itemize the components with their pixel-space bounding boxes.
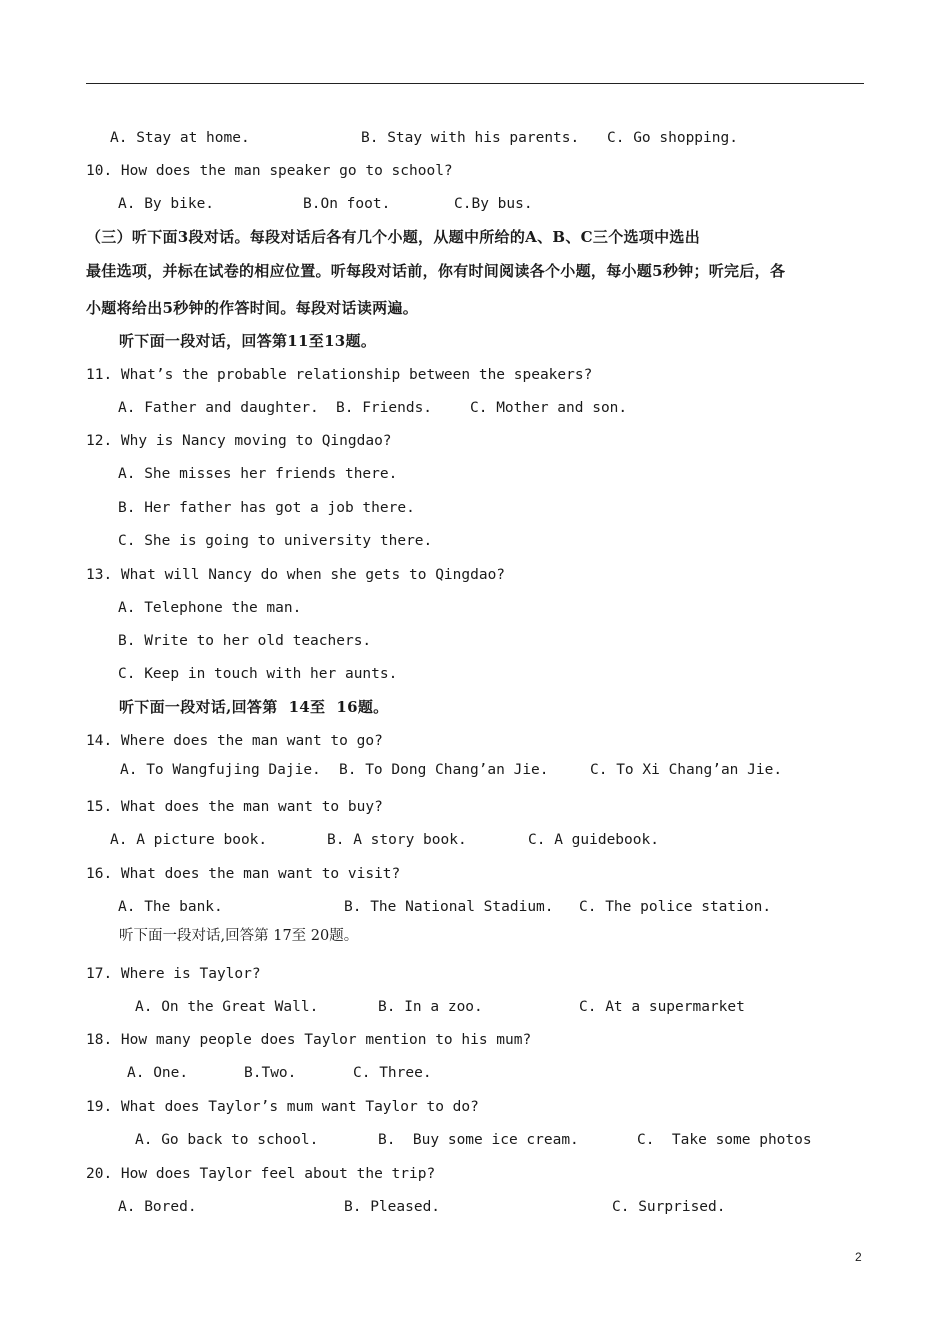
q11-question: 11. What’s the probable relationship between the speakers? [86, 367, 593, 383]
q10-option-c: C.By bus. [454, 196, 533, 212]
q15-option-c: C. A guidebook. [528, 832, 659, 848]
page-number: 2 [855, 1250, 862, 1264]
q18-option-a: A. One. [127, 1065, 189, 1081]
q20-option-a: A. Bored. [118, 1199, 197, 1215]
q9-option-b: B. Stay with his parents. [361, 130, 580, 146]
q10-option-a: A. By bike. [118, 196, 215, 212]
q12-option-a: A. She misses her friends there. [118, 466, 398, 482]
q14-option-a: A. To Wangfujing Dajie. [120, 762, 321, 778]
q15-question: 15. What does the man want to buy? [86, 799, 383, 815]
q18-option-b: B.Two. [244, 1065, 297, 1081]
dialog1-heading: 听下面一段对话，回答第11至13题。 [119, 332, 377, 350]
q20-option-b: B. Pleased. [344, 1199, 441, 1215]
q12-option-c: C. She is going to university there. [118, 533, 433, 549]
dialog3-heading: 听下面一段对话,回答第 17至 20题。 [119, 928, 359, 944]
q17-option-c: C. At a supermarket [579, 999, 745, 1015]
dialog2-heading: 听下面一段对话,回答第 14至 16题。 [119, 698, 389, 716]
q15-option-a: A. A picture book. [110, 832, 268, 848]
q18-option-c: C. Three. [353, 1065, 432, 1081]
q16-option-a: A. The bank. [118, 899, 223, 915]
q16-option-b: B. The National Stadium. [344, 899, 554, 915]
q19-option-c: C. Take some photos [637, 1132, 812, 1148]
q11-option-a: A. Father and daughter. [118, 400, 319, 416]
section3-instructions-line3: 小题将给出5秒钟的作答时间。每段对话读两遍。 [86, 299, 419, 317]
q19-option-a: A. Go back to school. [135, 1132, 319, 1148]
q11-option-b: B. Friends. [336, 400, 433, 416]
q14-question: 14. Where does the man want to go? [86, 733, 383, 749]
q9-option-a: A. Stay at home. [110, 130, 250, 146]
q17-option-a: A. On the Great Wall. [135, 999, 319, 1015]
q20-question: 20. How does Taylor feel about the trip? [86, 1166, 436, 1182]
q16-question: 16. What does the man want to visit? [86, 866, 401, 882]
q16-option-c: C. The police station. [579, 899, 772, 915]
q19-question: 19. What does Taylor’s mum want Taylor to do? [86, 1099, 479, 1115]
q10-question: 10. How does the man speaker go to school? [86, 163, 453, 179]
section3-instructions-line1: （三）听下面3段对话。每段对话后各有几个小题，从题中所给的A、B、C三个选项中选出 [86, 228, 700, 246]
q10-option-b: B.On foot. [303, 196, 391, 212]
q18-question: 18. How many people does Taylor mention to his mum? [86, 1032, 532, 1048]
q17-option-b: B. In a zoo. [378, 999, 483, 1015]
header-rule [86, 83, 864, 84]
q14-option-c: C. To Xi Chang’an Jie. [590, 762, 783, 778]
q13-option-b: B. Write to her old teachers. [118, 633, 372, 649]
q12-option-b: B. Her father has got a job there. [118, 500, 415, 516]
section3-instructions-line2: 最佳选项，并标在试卷的相应位置。听每段对话前，你有时间阅读各个小题，每小题5秒钟；听完后，各 [86, 262, 786, 280]
q14-option-b: B. To Dong Chang’an Jie. [339, 762, 549, 778]
q19-option-b: B. Buy some ice cream. [378, 1132, 579, 1148]
q13-question: 13. What will Nancy do when she gets to Qingdao? [86, 567, 506, 583]
q17-question: 17. Where is Taylor? [86, 966, 261, 982]
q20-option-c: C. Surprised. [612, 1199, 726, 1215]
q15-option-b: B. A story book. [327, 832, 467, 848]
q9-option-c: C. Go shopping. [607, 130, 738, 146]
q11-option-c: C. Mother and son. [470, 400, 628, 416]
q13-option-a: A. Telephone the man. [118, 600, 302, 616]
q12-question: 12. Why is Nancy moving to Qingdao? [86, 433, 392, 449]
q13-option-c: C. Keep in touch with her aunts. [118, 666, 398, 682]
